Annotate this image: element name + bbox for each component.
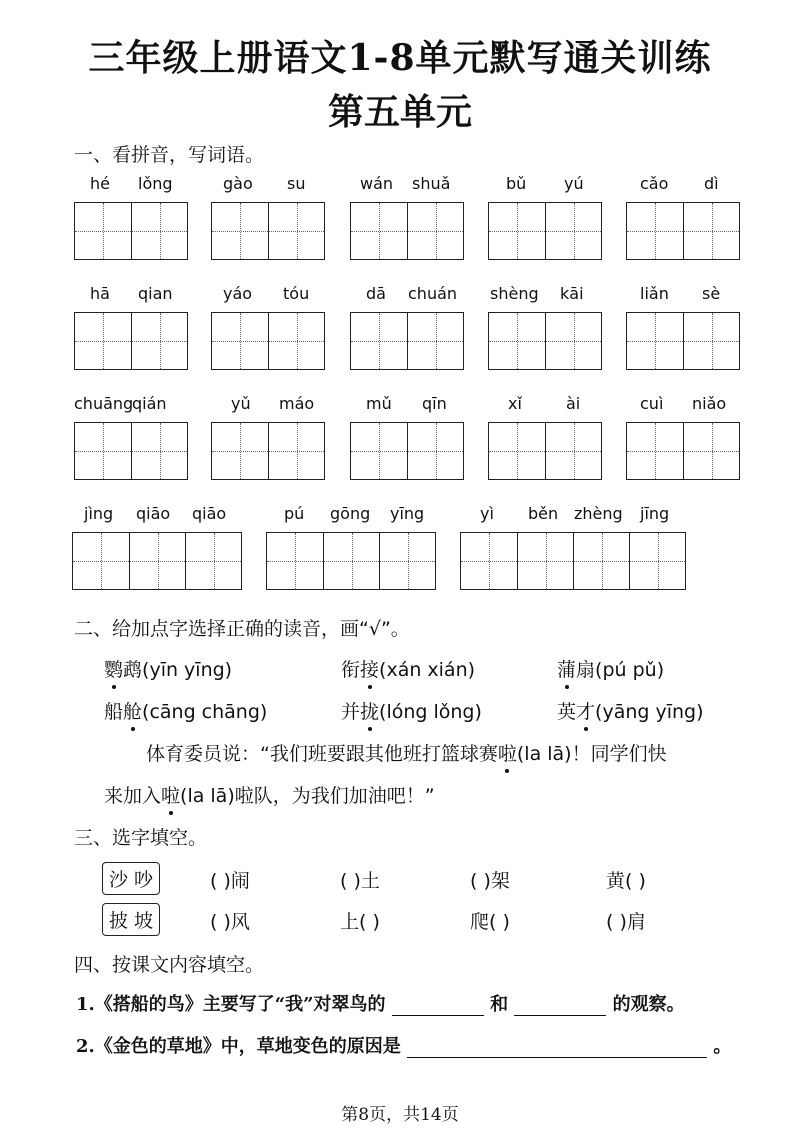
pinyin-row-1 <box>0 174 800 284</box>
page-number: 第8页，共14页 <box>341 1105 459 1125</box>
dotted-char: 接 <box>360 659 380 681</box>
writing-boxes[interactable] <box>74 202 188 260</box>
pinyin-options[interactable]: (cāng chāng) <box>142 701 268 723</box>
pinyin-row-2 <box>0 284 800 394</box>
char-choices: 沙 吵 <box>102 862 160 895</box>
pinyin: niǎo <box>692 394 727 413</box>
reading-item <box>557 655 664 682</box>
pinyin: shèng <box>490 284 539 303</box>
fill-blank[interactable]: ( )风 <box>210 911 250 933</box>
pinyin: yú <box>564 174 584 193</box>
pinyin: sè <box>702 284 721 303</box>
pinyin: shuǎ <box>412 174 451 193</box>
pinyin: yì <box>480 504 494 523</box>
pinyin-row-4 <box>0 504 800 614</box>
writing-boxes[interactable] <box>626 202 740 260</box>
pinyin: mǔ <box>366 394 392 413</box>
char: 英 <box>557 701 577 723</box>
question-1 <box>76 990 685 1016</box>
pinyin: qīn <box>422 394 447 413</box>
pinyin-options[interactable]: (xán xián) <box>379 659 476 681</box>
question-text: 和 <box>490 994 509 1015</box>
dotted-char: 才 <box>576 701 596 723</box>
fill-blank[interactable]: ( )土 <box>340 870 380 892</box>
writing-boxes[interactable] <box>211 312 325 370</box>
fill-blank[interactable]: ( )肩 <box>606 911 646 933</box>
pinyin-options[interactable]: (la lā)！同学们快 <box>516 743 667 765</box>
answer-blank[interactable] <box>407 1057 707 1058</box>
pinyin: jīng <box>640 504 670 523</box>
question-2 <box>76 1032 731 1058</box>
reading-item <box>341 697 482 724</box>
fill-blank[interactable]: ( )闹 <box>210 870 250 892</box>
pinyin-row-3 <box>0 394 800 504</box>
pinyin: yīng <box>390 504 425 523</box>
pinyin: wán <box>360 174 394 193</box>
pinyin: qiāo <box>136 504 171 523</box>
question-text: 。 <box>713 1036 732 1057</box>
pinyin-options[interactable]: (yāng yīng) <box>595 701 704 723</box>
fill-blank[interactable]: ( )架 <box>470 870 510 892</box>
question-text: 的观察。 <box>612 994 685 1015</box>
writing-boxes[interactable] <box>74 422 188 480</box>
writing-boxes[interactable] <box>350 202 464 260</box>
char-pair-box <box>102 862 160 895</box>
reading-item <box>104 697 267 724</box>
answer-blank[interactable] <box>392 1015 484 1016</box>
pinyin: qian <box>138 284 173 303</box>
pinyin: qiāo <box>192 504 227 523</box>
fill-blank[interactable]: 上( ) <box>340 911 380 933</box>
dotted-char: 蒲 <box>557 659 577 681</box>
dotted-char: 啦 <box>497 743 517 765</box>
pinyin: chuāng <box>74 394 134 413</box>
unit-title: 第五单元 <box>327 91 472 133</box>
writing-boxes[interactable] <box>626 422 740 480</box>
dotted-char: 舱 <box>123 701 143 723</box>
section2-heading: 二、给加点字选择正确的读音，画“√”。 <box>74 618 410 640</box>
passage-line-1 <box>146 739 667 766</box>
pinyin: lǒng <box>138 174 173 193</box>
writing-boxes[interactable] <box>211 202 325 260</box>
writing-boxes[interactable] <box>350 422 464 480</box>
writing-boxes[interactable] <box>488 202 602 260</box>
pinyin: tóu <box>283 284 310 303</box>
writing-boxes[interactable] <box>460 532 686 590</box>
reading-item <box>104 655 232 682</box>
dotted-char: 啦 <box>161 785 181 807</box>
fill-blank[interactable]: 爬( ) <box>470 911 510 933</box>
reading-item <box>557 697 704 724</box>
char: 扇 <box>576 659 596 681</box>
pinyin-options[interactable]: (yīn yīng) <box>142 659 233 681</box>
writing-boxes[interactable] <box>488 422 602 480</box>
question-text: 1.《搭船的鸟》主要写了“我”对翠鸟的 <box>76 994 386 1015</box>
pinyin: dā <box>366 284 386 303</box>
reading-item <box>341 655 475 682</box>
pinyin: jìng <box>84 504 114 523</box>
section4-heading: 四、按课文内容填空。 <box>74 954 265 976</box>
writing-boxes[interactable] <box>488 312 602 370</box>
pinyin-options[interactable]: (pú pǔ) <box>595 659 665 681</box>
section3-heading: 三、选字填空。 <box>74 827 208 849</box>
pinyin: yáo <box>223 284 253 303</box>
writing-boxes[interactable] <box>350 312 464 370</box>
pinyin: chuán <box>408 284 458 303</box>
pinyin: cuì <box>640 394 664 413</box>
pinyin: liǎn <box>640 284 669 303</box>
dotted-char: 拢 <box>360 701 380 723</box>
passage-line-2 <box>104 781 435 808</box>
char-pair-box <box>102 903 160 936</box>
pinyin: pú <box>284 504 305 523</box>
writing-boxes[interactable] <box>72 532 242 590</box>
dotted-char: 鹦 <box>104 659 124 681</box>
pinyin: zhèng <box>574 504 623 523</box>
passage-text: 来加入 <box>104 785 162 807</box>
pinyin: su <box>287 174 306 193</box>
pinyin: yǔ <box>231 394 251 413</box>
pinyin: gōng <box>330 504 371 523</box>
pinyin: bǔ <box>506 174 527 193</box>
answer-blank[interactable] <box>514 1015 606 1016</box>
char: 鹉 <box>123 659 143 681</box>
char-choices: 披 坡 <box>102 903 160 936</box>
pinyin: gào <box>223 174 253 193</box>
writing-boxes[interactable] <box>211 422 325 480</box>
pinyin: máo <box>279 394 315 413</box>
char: 衔 <box>341 659 361 681</box>
pinyin: xǐ <box>508 394 522 413</box>
pinyin: hā <box>90 284 110 303</box>
section1-heading: 一、看拼音，写词语。 <box>74 144 265 166</box>
pinyin: qián <box>132 394 167 413</box>
writing-boxes[interactable] <box>626 312 740 370</box>
pinyin: běn <box>528 504 559 523</box>
pinyin-options[interactable]: (lóng lǒng) <box>379 701 482 723</box>
char: 船 <box>104 701 124 723</box>
writing-boxes[interactable] <box>266 532 436 590</box>
pinyin: ài <box>566 394 581 413</box>
pinyin: hé <box>90 174 110 193</box>
char: 并 <box>341 701 361 723</box>
pinyin: dì <box>704 174 719 193</box>
worksheet-title: 三年级上册语文1-8单元默写通关训练 <box>88 37 712 79</box>
fill-blank[interactable]: 黄( ) <box>606 870 646 892</box>
question-text: 2.《金色的草地》中，草地变色的原因是 <box>76 1036 401 1057</box>
writing-boxes[interactable] <box>74 312 188 370</box>
pinyin: kāi <box>560 284 584 303</box>
passage-text: 体育委员说：“我们班要跟其他班打篮球赛 <box>146 743 498 765</box>
pinyin: cǎo <box>640 174 669 193</box>
pinyin-options[interactable]: (la lā)啦队，为我们加油吧！” <box>180 785 435 807</box>
